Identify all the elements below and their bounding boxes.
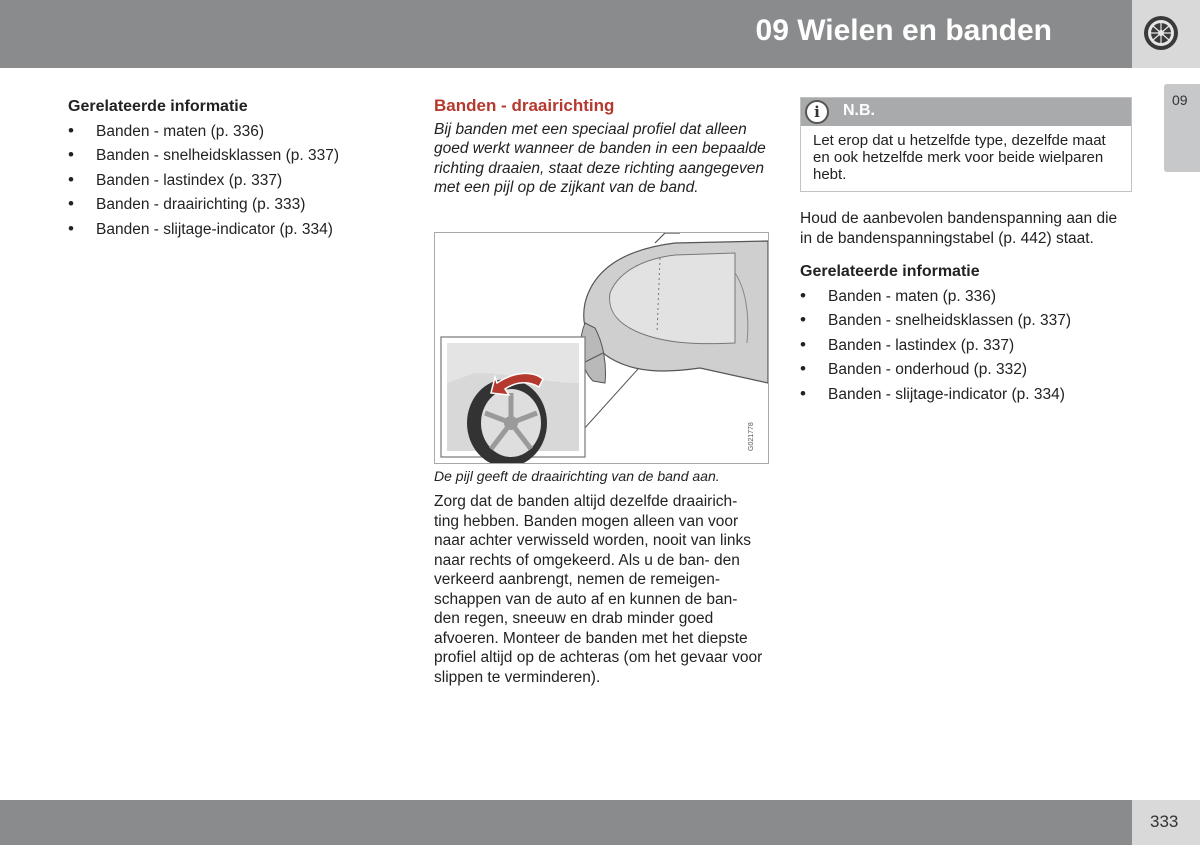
list-item[interactable]: • Banden - slijtage-indicator (p. 334): [68, 220, 388, 240]
page-number: 333: [1150, 812, 1179, 831]
list-item[interactable]: • Banden - slijtage-indicator (p. 334): [800, 385, 1120, 405]
body-paragraph: Zorg dat de banden altijd dezelfde draairich- ting hebben. Banden mogen alleen van voor naar achter verwisseld worden, nooit van links naar rechts of omgekeerd. Als u de ban- den verkeerd aanbrengt, nemen de remeigen- schappen van de auto af en kunnen de ban- den regen, sneeuw en drab minder goed afvoeren. Monteer de banden met het diepste profiel altijd op de achteras (om het gevaar voor slippen te verminderen).: [434, 493, 763, 686]
section-intro: Bij banden met een speciaal profiel dat alleen goed werkt wanneer de banden in een bepaalde richting draaien, staat deze richting aangegeven met een pijl op de zijkant van de band.: [434, 120, 766, 196]
page-footer: [0, 800, 1132, 845]
tire-direction-figure: [434, 232, 769, 464]
list-item[interactable]: • Banden - onderhoud (p. 332): [800, 360, 1120, 380]
left-column: [68, 97, 388, 239]
related-info-list: [800, 287, 1120, 405]
figure-caption: De pijl geeft de draairichting van de band aan.: [434, 468, 720, 484]
right-column: [800, 209, 1120, 404]
related-info-heading: Gerelateerde informatie: [800, 263, 980, 280]
middle-column: [434, 96, 766, 198]
note-title: N.B.: [843, 102, 875, 119]
chapter-tab: [1164, 84, 1200, 172]
page-header: [0, 0, 1132, 68]
section-title: Banden - draairichting: [434, 96, 615, 115]
related-info-heading: Gerelateerde informatie: [68, 98, 248, 115]
list-item[interactable]: • Banden - lastindex (p. 337): [800, 336, 1120, 356]
list-item[interactable]: • Banden - lastindex (p. 337): [68, 171, 388, 191]
list-item[interactable]: • Banden - maten (p. 336): [800, 287, 1120, 307]
car-illustration: [435, 233, 768, 463]
note-box: [800, 97, 1132, 192]
list-item[interactable]: • Banden - draairichting (p. 333): [68, 195, 388, 215]
chapter-title: 09 Wielen en banden: [755, 14, 1052, 47]
figure-code: G021778: [748, 422, 755, 451]
info-icon: i: [805, 100, 829, 124]
list-item[interactable]: • Banden - snelheidsklassen (p. 337): [68, 146, 388, 166]
note-header: [801, 98, 1131, 126]
related-info-list: [68, 122, 388, 240]
list-item[interactable]: • Banden - snelheidsklassen (p. 337): [800, 311, 1120, 331]
chapter-tab-label: 09: [1172, 92, 1188, 108]
tire-icon: [1142, 14, 1180, 52]
list-item[interactable]: • Banden - maten (p. 336): [68, 122, 388, 142]
pressure-paragraph: Houd de aanbevolen bandenspanning aan die in de bandenspanningstabel (p. 442) staat.: [800, 210, 1118, 247]
note-text: Let erop dat u hetzelfde type, dezelfde maat en ook hetzelfde merk voor beide wielparen hebt.: [813, 132, 1106, 183]
